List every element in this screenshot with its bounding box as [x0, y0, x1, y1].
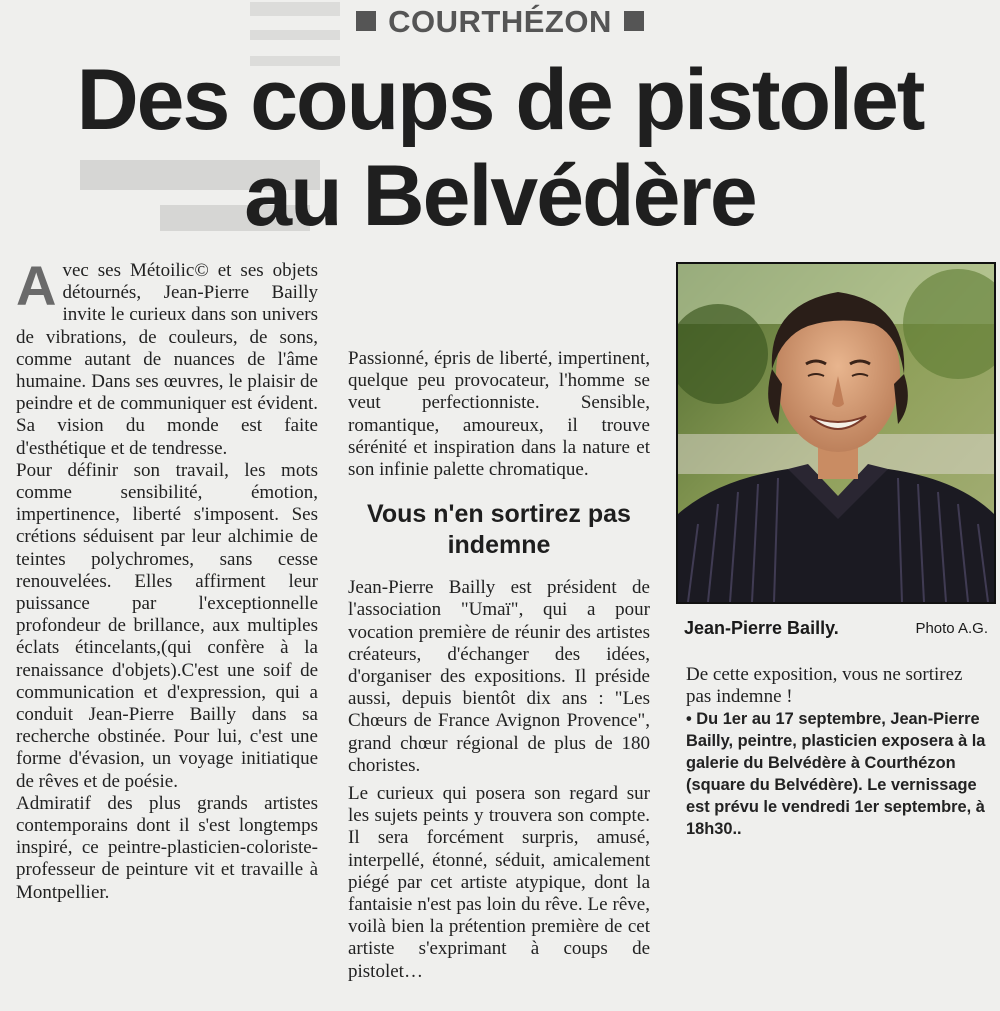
drop-cap: A	[16, 254, 57, 317]
photo-credit: Photo A.G.	[915, 620, 988, 637]
caption-name: Jean-Pierre Bailly.	[684, 618, 839, 638]
square-bullet-left	[356, 11, 376, 31]
article-paragraph-7: De cette exposition, vous ne sortirez pas indemne !	[686, 664, 963, 708]
column-2	[348, 260, 650, 983]
article-paragraph-5: Jean-Pierre Bailly est président de l'association "Umaï", qui a pour vocation première de réunir des artistes créateurs, d'échanger des idées, d'organiser des expositions. Il préside aussi, depuis bientôt dix ans : "Les Chœurs de France Avignon Provence", grand chœur régional de plus de 180 choristes.	[348, 577, 650, 776]
column-1	[16, 254, 318, 904]
article-paragraph-2: Pour définir son travail, les mots comme sensibilité, émotion, impertinence, liberté s'imposent. Ses crétions séduisent par leur alchimie de teintes polychromes, sans cesse renouvelées. Elles affirment leur puissance par l'exceptionnelle profondeur de brillance, aux multiples éclats étincelants,(qui confère à la renaissance d'objets).C'est une soif de communication et d'expression, qui a conduit Jean-Pierre Bailly dans sa recherche obstinée. Pour lui, c'est une forme d'évasion, un voyage initiatique de rêves et de poésie.	[16, 459, 318, 792]
event-notice: • Du 1er au 17 septembre, Jean-Pierre Bailly, peintre, plasticien exposera à la galerie du Belvédère à Courthézon (square du Belvédère). Le vernissage est prévu le vendredi 1er septembre, à 18h30..	[686, 710, 986, 839]
subheading: Vous n'en sortirez pas indemne	[367, 500, 631, 560]
column-3	[686, 664, 986, 840]
square-bullet-right	[624, 11, 644, 31]
article-paragraph-3: Admiratif des plus grands artistes contemporains dont il s'est longtemps inspiré, ce peintre-plasticien-coloriste-professeur de peinture vit et travaille à Montpellier.	[16, 792, 318, 903]
headline-line-1: Des coups de pistolet	[76, 52, 924, 148]
section-title: COURTHÉZON	[388, 4, 612, 39]
article-paragraph-6: Le curieux qui posera son regard sur les sujets peints y trouvera son compte. Il sera forcément surpris, amusé, interpellé, étonné, séduit, amicalement piégé par cet artiste atypique, dont la fantaisie n'est pas loin du rêve. Le rêve, voilà bien la prétention première de cet artiste s'exprimant à coups de pistolet…	[348, 783, 650, 982]
headline-line-2: au Belvédère	[244, 148, 756, 244]
article-paragraph-1: Avec ses Métoilic© et ses objets détournés, Jean-Pierre Bailly invite le curieux dans son univers de vibrations, de couleurs, de sons, comme autant de nuances de l'âme humaine. Dans ses œuvres, le plaisir de peindre et de communiquer est évident. Sa vision du monde est faite d'esthétique et de tendresse.	[16, 254, 318, 459]
section-header	[0, 4, 1000, 40]
article-paragraph-4: Passionné, épris de liberté, impertinent, quelque peu provocateur, l'homme se veut perfectionniste. Sensible, romantique, amoureux, il trouve sérénité et inspiration dans la nature et son infinie palette chromatique.	[348, 348, 650, 481]
headline	[60, 52, 940, 244]
photo-caption	[684, 616, 988, 642]
portrait-photo	[676, 262, 996, 604]
